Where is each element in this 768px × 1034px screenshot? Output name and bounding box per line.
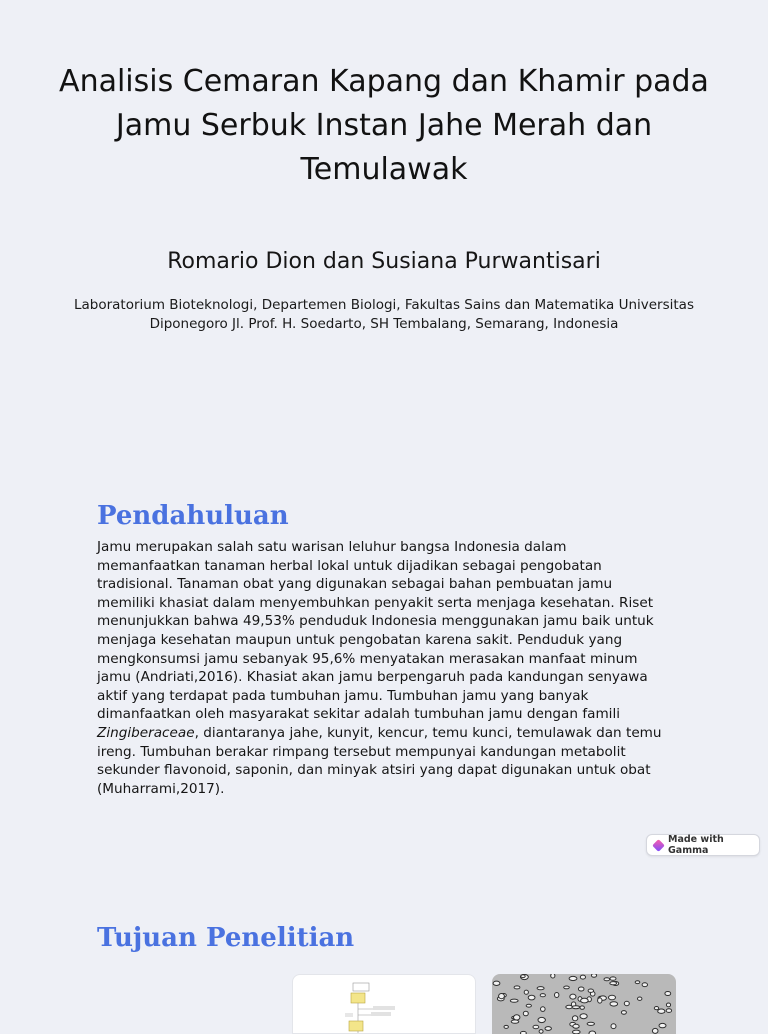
microscope-cell xyxy=(570,994,576,999)
affiliation xyxy=(70,296,698,334)
gamma-badge-label: Made with Gamma xyxy=(668,834,724,856)
microscope-cell xyxy=(545,1027,551,1031)
microscope-cell xyxy=(555,993,559,998)
flow-diagram-graphic xyxy=(293,975,476,1034)
microscope-cell xyxy=(539,1030,543,1034)
authors: Romario Dion dan Susiana Purwantisari xyxy=(167,249,601,274)
microscope-cell xyxy=(666,1009,671,1013)
microscope-cell xyxy=(598,998,602,1003)
microscope-cell xyxy=(611,1024,616,1029)
microscope-cell xyxy=(609,995,616,1000)
microscope-cell xyxy=(572,1016,577,1021)
microscope-cell xyxy=(573,1030,581,1034)
intro-text-part-2: , diantaranya jahe, kunyit, kencur, temu kunci, temulawak dan temu ireng. Tumbuhan berakar rimpang tersebut mempunyai kandungan metabolit sekunder flavonoid, saponin, dan minyak atsiri yang dapat digunakan untuk obat (Muharrami,2017). xyxy=(97,724,662,797)
microscope-cell xyxy=(493,981,500,985)
microscope-cell xyxy=(510,999,518,1002)
flow-diagram-image xyxy=(292,974,476,1034)
microscope-cell xyxy=(659,1023,666,1027)
microscope-cell xyxy=(652,1028,658,1033)
microscope-cell xyxy=(624,1001,629,1005)
affiliation-line-2: Diponegoro Jl. Prof. H. Soedarto, SH Tembalang, Semarang, Indonesia xyxy=(149,316,619,332)
intro-italic-term: Zingiberaceae xyxy=(97,724,195,741)
microscope-cell xyxy=(537,987,544,990)
microscope-cell xyxy=(635,981,640,984)
microscope-cell xyxy=(523,1011,528,1016)
microscope-cell xyxy=(580,1014,587,1019)
microscope-cell xyxy=(524,990,528,994)
microscope-cell xyxy=(665,992,671,996)
intro-paragraph xyxy=(97,538,671,798)
microscope-cell xyxy=(541,1007,546,1012)
microscope-cell xyxy=(499,994,505,999)
microscope-cell xyxy=(521,975,525,978)
microscope-cell xyxy=(538,1017,545,1022)
microscope-cell xyxy=(591,974,596,977)
microscope-cell xyxy=(580,1006,584,1009)
microscope-cell xyxy=(566,1005,573,1008)
page-title xyxy=(40,60,728,192)
microscope-cells-graphic xyxy=(492,974,676,1034)
microscope-cell xyxy=(564,986,570,989)
microscope-cell xyxy=(610,1002,618,1006)
microscope-cell xyxy=(572,1006,580,1009)
microscope-cell xyxy=(540,994,545,997)
microscope-cell xyxy=(504,1025,508,1028)
microscope-cell xyxy=(621,1011,626,1015)
microscope-cell xyxy=(528,995,535,1000)
microscope-cell xyxy=(569,976,577,980)
microscope-cell xyxy=(658,1009,665,1013)
microscope-cell xyxy=(610,982,617,985)
microscope-cell xyxy=(578,987,584,991)
section-heading-tujuan-penelitian: Tujuan Penelitian xyxy=(97,923,355,953)
title-line-1: Analisis Cemaran Kapang dan Khamir pada xyxy=(59,64,709,99)
microscope-cell xyxy=(610,977,616,980)
microscope-cell xyxy=(533,1025,539,1028)
microscope-cell xyxy=(551,974,555,978)
title-line-2: Jamu Serbuk Instan Jahe Merah dan xyxy=(115,108,653,143)
made-with-gamma-badge[interactable] xyxy=(646,834,760,856)
microscope-cell xyxy=(604,978,610,981)
microscope-cell xyxy=(581,998,589,1003)
affiliation-line-1: Laboratorium Bioteknologi, Departemen Biologi, Fakultas Sains dan Matematika Universitas xyxy=(73,297,694,313)
microscope-cell xyxy=(514,986,520,989)
microscope-cell xyxy=(514,1015,520,1020)
microscope-image xyxy=(492,974,676,1034)
microscope-cell xyxy=(573,1024,579,1028)
microscope-cell xyxy=(638,997,642,1000)
microscope-cell xyxy=(580,975,585,979)
microscope-cell xyxy=(666,1003,670,1007)
microscope-cell xyxy=(588,989,593,992)
section-heading-pendahuluan: Pendahuluan xyxy=(97,501,289,531)
microscope-cell xyxy=(526,1004,531,1007)
microscope-cell xyxy=(654,1007,658,1010)
intro-text-part-1: Jamu merupakan salah satu warisan leluhur bangsa Indonesia dalam memanfaatkan tanaman herbal lokal untuk dijadikan sebagai pengobatan tradisional. Tanaman obat yang digunakan sebagai bahan pembuatan jamu memiliki khasiat dalam menyembuhkan penyakit serta menjaga kesehatan. Riset menunjukkan bahwa 49,53% penduduk Indonesia menggunakan jamu baik untuk menjaga kesehatan maupun untuk pengobatan karena sakit. Penduduk yang mengkonsumsi jamu sebanyak 95,6% menyatakan merasakan manfaat minum jamu (Andriati,2016). Khasiat akan jamu berpengaruh pada kandungan senyawa aktif yang terdapat pada tumbuhan jamu. Tumbuhan jamu yang banyak dimanfaatkan oleh masyarakat sekitar adalah tumbuhan jamu dengan famili xyxy=(97,539,654,723)
microscope-cell xyxy=(642,983,647,987)
gamma-logo-icon xyxy=(652,839,665,852)
title-line-3: Temulawak xyxy=(300,152,468,187)
